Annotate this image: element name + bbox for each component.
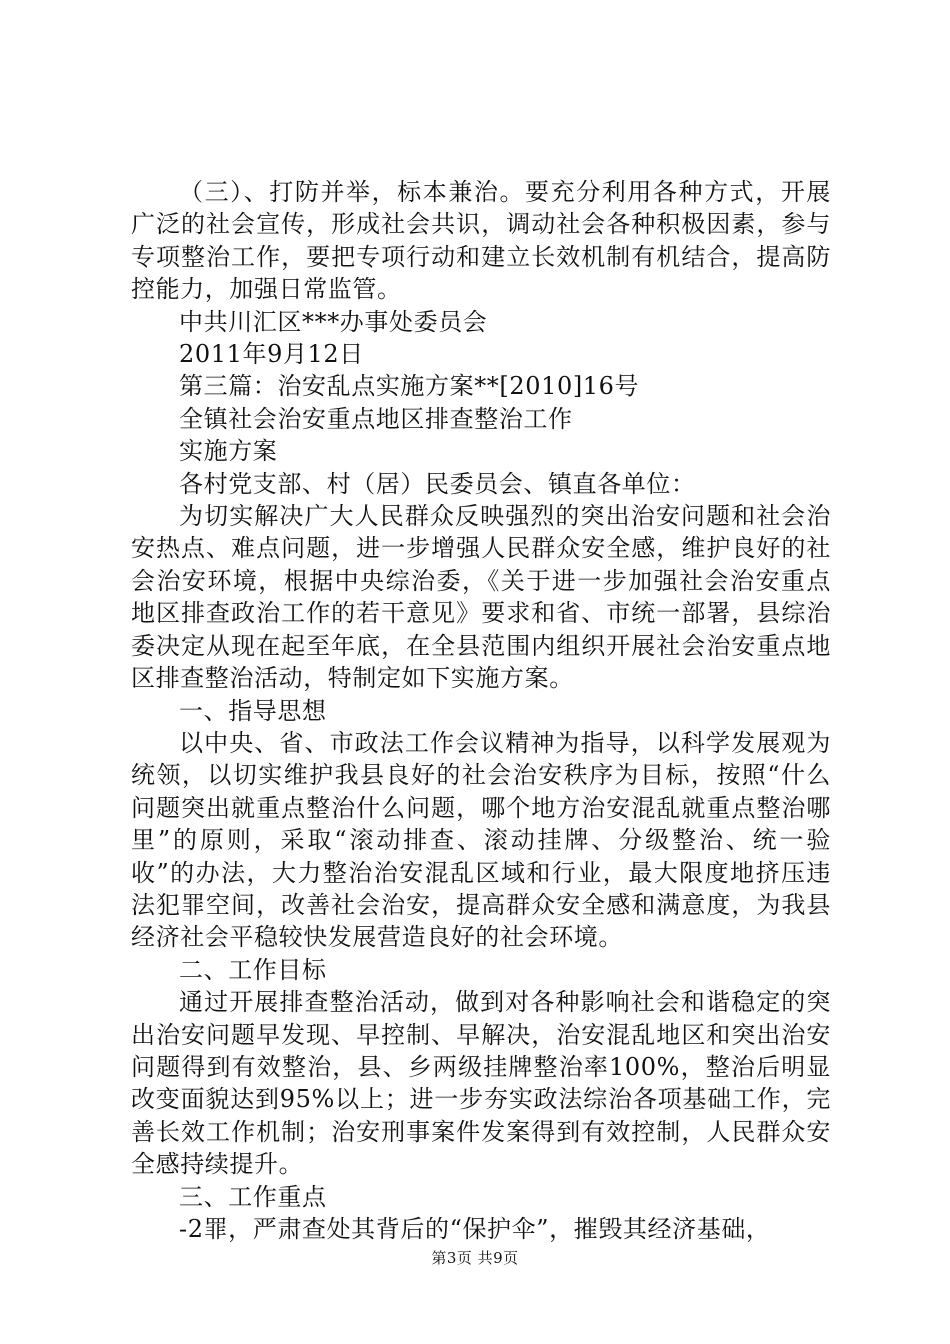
heading-work-focus: 三、工作重点 bbox=[179, 1182, 327, 1211]
guiding-ideology-paragraph: 以中央、省、市政法工作会议精神为指导，以科学发展观为统领，以切实维护我县良好的社会治安秩序为目标，按照“什么问题突出就重点整治什么问题，哪个地方治安混乱就重点整治哪里”的原则，采取“滚动排查、滚动挂牌、分级整治、统一验收”的办法，大力整治治安混乱区域和行业，最大限度地挤压违法犯罪空间，改善社会治安，提高群众安全感和满意度，为我县经济社会平稳较快发展营造良好的社会环境。 bbox=[131, 728, 831, 952]
page-footer: 第3页 共9页 bbox=[431, 1249, 519, 1267]
work-focus-paragraph: -2罪，严肃查处其背后的“保护伞”，摧毁其经济基础， bbox=[179, 1215, 771, 1243]
doc-title-line2: 实施方案 bbox=[179, 437, 278, 466]
paragraph-1: （三）、打防并举，标本兼治。要充分利用各种方式，开展广泛的社会宣传，形成社会共识，调动社会各种积极因素，参与专项整治工作，要把专项行动和建立长效机制有机结合，提高防控能力，加强日常监管。 bbox=[131, 178, 831, 304]
doc-title-line1: 全镇社会治安重点地区排查整治工作 bbox=[179, 404, 573, 433]
heading-work-goals: 二、工作目标 bbox=[179, 955, 327, 984]
signature-date: 2011年9月12日 bbox=[179, 340, 364, 369]
document-body bbox=[131, 176, 831, 1245]
addressee: 各村党支部、村（居）民委员会、镇直各单位： bbox=[179, 469, 696, 498]
work-goals-paragraph: 通过开展排查整治活动，做到对各种影响社会和谐稳定的突出治安问题早发现、早控制、早解决，治安混乱地区和突出治安问题得到有效整治，县、乡两级挂牌整治率100%，整治后明显改变面貌达到95%以上；进一步夯实政法综治各项基础工作，完善长效工作机制；治安刑事案件发案得到有效控制，人民群众安全感持续提升。 bbox=[131, 988, 831, 1179]
intro-paragraph: 为切实解决广大人民群众反映强烈的突出治安问题和社会治安热点、难点问题，进一步增强人民群众安全感，维护良好的社会治安环境，根据中央综治委，《关于进一步加强社会治安重点地区排查政治工作的若干意见》要求和省、市统一部署，县综治委决定从现在起至年底，在全县范围内组织开展社会治安重点地区排查整治活动，特制定如下实施方案。 bbox=[131, 502, 831, 693]
signature-org: 中共川汇区***办事处委员会 bbox=[179, 307, 488, 336]
heading-guiding-ideology: 一、指导思想 bbox=[179, 696, 327, 725]
section-heading-part3: 第三篇：治安乱点实施方案**[2010]16号 bbox=[179, 372, 640, 401]
